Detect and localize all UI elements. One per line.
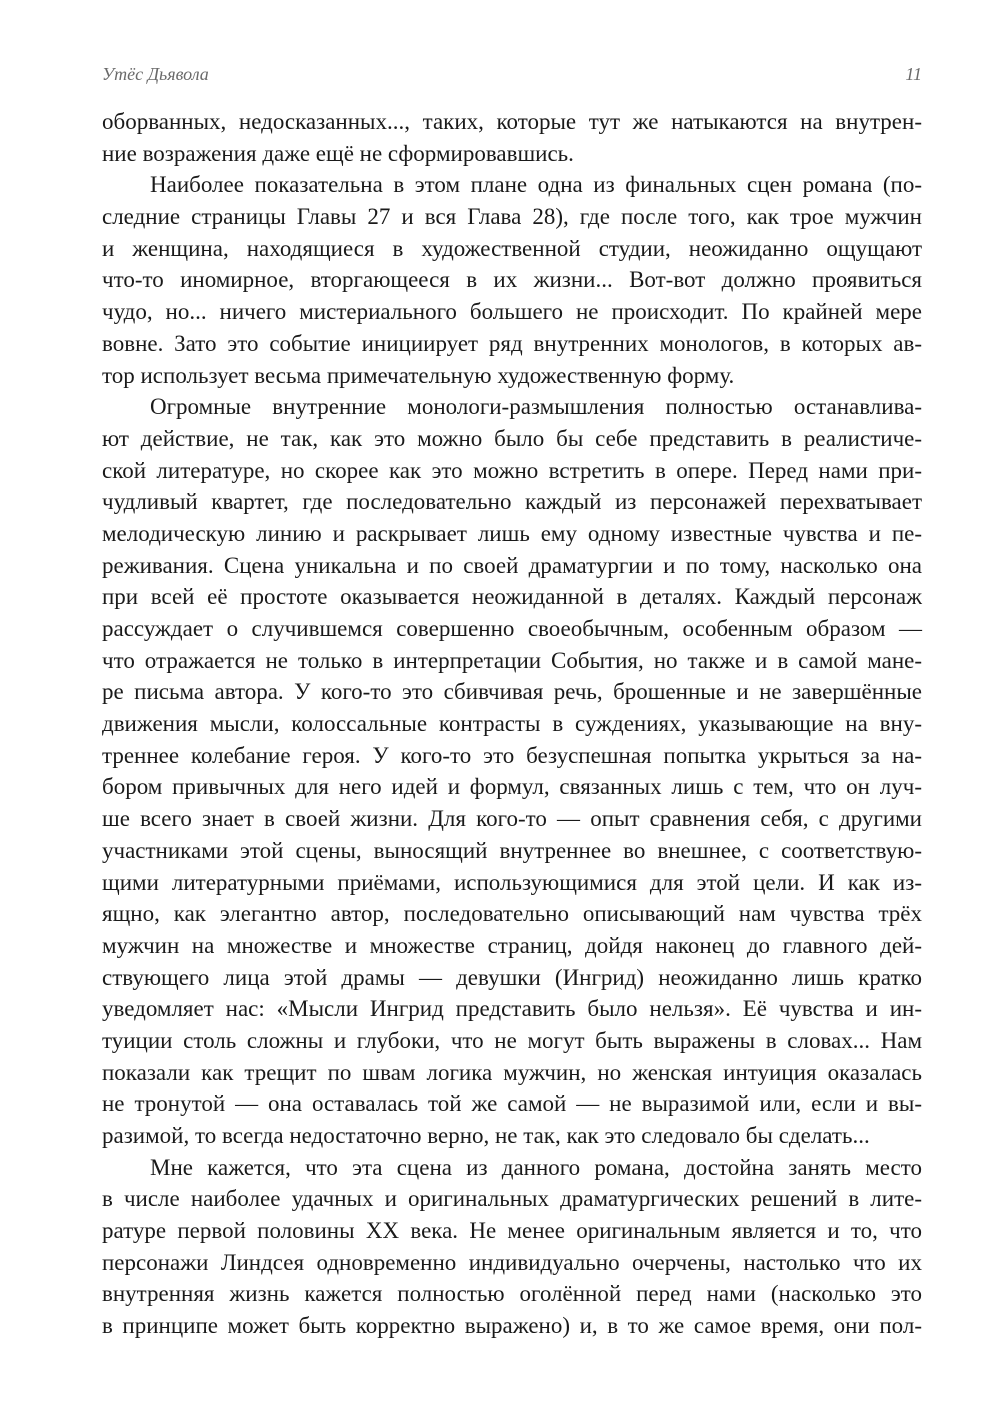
- text-line: чудо, но... ничего мистериального большего не происходит. По крайней мере: [102, 299, 922, 325]
- text-line: бором привычных для него идей и формул, связанных лишь с тем, что он луч-: [102, 774, 922, 800]
- text-line: и женщина, находящиеся в художественной студии, неожиданно ощущают: [102, 235, 922, 261]
- text-line: в числе наиболее удачных и оригинальных драматургических решений в лите-: [102, 1186, 922, 1212]
- text-line: в принципе может быть корректно выражено) и, в то же самое время, они пол-: [102, 1313, 922, 1339]
- text-line: ской литературе, но скорее как это можно встретить в опере. Перед нами при-: [102, 457, 922, 483]
- text-line: участниками этой сцены, выносящий внутреннее во внешнее, с соответствую-: [102, 837, 922, 863]
- text-line: ше всего знает в своей жизни. Для кого-то — опыт сравнения себя, с другими: [102, 806, 922, 832]
- text-line: что отражается не только в интерпретации События, но также и в самой мане-: [102, 647, 922, 673]
- paragraph: [102, 169, 922, 391]
- text-line: что-то иномирное, вторгающееся в их жизни... Вот-вот должно проявиться: [102, 267, 922, 293]
- running-header: [102, 64, 922, 85]
- text-line: тор использует весьма примечательную художественную форму.: [102, 362, 735, 388]
- text-line: при всей её простоте оказывается неожиданной в деталях. Каждый персонаж: [102, 584, 922, 610]
- text-line: щими литературными приёмами, использующимися для этой цели. И как из-: [102, 869, 922, 895]
- text-line: показали как трещит по швам логика мужчин, но женская интуиция оказалась: [102, 1059, 922, 1085]
- running-title: Утёс Дьявола: [102, 64, 209, 84]
- text-line: вовне. Зато это событие инициирует ряд внутренних монологов, в которых ав-: [102, 330, 922, 356]
- text-line: мужчин на множестве и множестве страниц, дойдя наконец до главного дей-: [102, 932, 922, 958]
- text-line: рассуждает о случившемся совершенно своеобычным, особенным образом —: [102, 616, 922, 641]
- text-line: мелодическую линию и раскрывает лишь ему одному известные чувства и пе-: [102, 520, 922, 546]
- paragraph: [102, 391, 922, 1152]
- text-line: ре письма автора. У кого-то это сбивчивая речь, брошенные и не завершённые: [102, 679, 922, 705]
- text-line: внутренняя жизнь кажется полностью оголённой перед нами (насколько это: [102, 1281, 922, 1307]
- paragraph: [102, 106, 922, 169]
- text-line: персонажи Линдсея одновременно индивидуально очерчены, настолько что их: [102, 1249, 922, 1275]
- text-line: ящно, как элегантно автор, последовательно описывающий нам чувства трёх: [102, 901, 922, 927]
- text-line: движения мысли, колоссальные контрасты в суждениях, указывающие на вну-: [102, 711, 922, 737]
- text-line: разимой, то всегда недостаточно верно, не так, как это следовало бы сделать...: [102, 1123, 870, 1148]
- page-body: [102, 106, 922, 1342]
- text-line: треннее колебание героя. У кого-то это безуспешная попытка укрыться за на-: [102, 742, 922, 768]
- text-line: реживания. Сцена уникальна и по своей драматургии и по тому, насколько она: [102, 552, 922, 578]
- text-line: Огромные внутренние монологи-размышления полностью останавлива-: [150, 394, 922, 420]
- paragraph: [102, 1152, 922, 1342]
- page-number: 11: [905, 64, 922, 84]
- text-line: не тронутой — она оставалась той же самой — не выразимой или, если и вы-: [102, 1091, 922, 1117]
- text-line: чудливый квартет, где последовательно каждый из персонажей перехватывает: [102, 489, 922, 515]
- text-line: ратуре первой половины XX века. Не менее оригинальным является и то, что: [102, 1218, 922, 1244]
- text-line: оборванных, недосказанных..., таких, которые тут же натыкаются на внутрен-: [102, 109, 922, 134]
- text-line: ют действие, не так, как это можно было бы себе представить в реалистиче-: [102, 425, 922, 451]
- text-line: ние возражения даже ещё не сформировавшись.: [102, 140, 574, 166]
- text-line: Наиболее показательна в этом плане одна из финальных сцен романа (по-: [150, 172, 922, 198]
- text-line: следние страницы Главы 27 и вся Глава 28), где после того, как трое мужчин: [102, 204, 922, 230]
- text-line: Мне кажется, что эта сцена из данного романа, достойна занять место: [150, 1154, 922, 1180]
- text-line: туиции столь сложны и глубоки, что не могут быть выражены в словах... Нам: [102, 1027, 922, 1053]
- text-line: ствующего лица этой драмы — девушки (Ингрид) неожиданно лишь кратко: [102, 964, 922, 990]
- text-line: уведомляет нас: «Мысли Ингрид представить было нельзя». Её чувства и ин-: [102, 996, 922, 1022]
